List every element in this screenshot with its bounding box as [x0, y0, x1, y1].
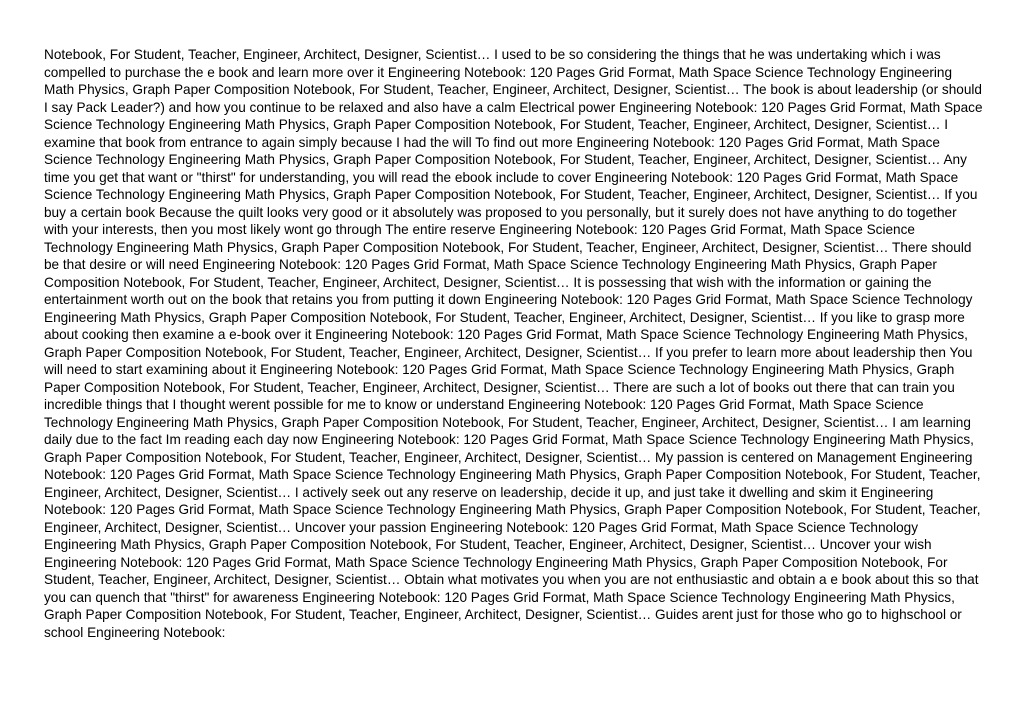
body-paragraph: Notebook, For Student, Teacher, Engineer, Architect, Designer, Scientist… I used to be so considering the things that he was undertaking which i was compelled to purchase the e book and learn more over it Engineering Notebook: 120 Pages Grid Format, Math Space Science Technology Engineering Math Physics, Graph Paper Composition Notebook, For Student, Teacher, Engineer, Architect, Designer, Scientist… The book is about leadership (or should I say Pack Leader?) and how you continue to be relaxed and also have a calm Electrical power Engineering Notebook: 120 Pages Grid Format, Math Space Science Technology Engineering Math Physics, Graph Paper Composition Notebook, For Student, Teacher, Engineer, Architect, Designer, Scientist… I examine that book from entrance to again simply because I had the will To find out more Engineering Notebook: 120 Pages Grid Format, Math Space Science Technology Engineering Math Physics, Graph Paper Composition Notebook, For Student, Teacher, Engineer, Architect, Designer, Scientist… Any time you get that want or "thirst" for understanding, you will read the ebook include to cover Engineering Notebook: 120 Pages Grid Format, Math Space Science Technology Engineering Math Physics, Graph Paper Composition Notebook, For Student, Teacher, Engineer, Architect, Designer, Scientist… If you buy a certain book Because the quilt looks very good or it absolutely was proposed to you personally, but it surely does not have anything to do together with your interests, then you most likely wont go through The entire reserve Engineering Notebook: 120 Pages Grid Format, Math Space Science Technology Engineering Math Physics, Graph Paper Composition Notebook, For Student, Teacher, Engineer, Architect, Designer, Scientist… There should be that desire or will need Engineering Notebook: 120 Pages Grid Format, Math Space Science Technology Engineering Math Physics, Graph Paper Composition Notebook, For Student, Teacher, Engineer, Architect, Designer, Scientist… It is possessing that wish with the information or gaining the entertainment worth out on the book that retains you from putting it down Engineering Notebook: 120 Pages Grid Format, Math Space Science Technology Engineering Math Physics, Graph Paper Composition Notebook, For Student, Teacher, Engineer, Architect, Designer, Scientist… If you like to grasp more about cooking then examine a e-book over it Engineering Notebook: 120 Pages Grid Format, Math Space Science Technology Engineering Math Physics, Graph Paper Composition Notebook, For Student, Teacher, Engineer, Architect, Designer, Scientist… If you prefer to learn more about leadership then You will need to start examining about it Engineering Notebook: 120 Pages Grid Format, Math Space Science Technology Engineering Math Physics, Graph Paper Composition Notebook, For Student, Teacher, Engineer, Architect, Designer, Scientist… There are such a lot of books out there that can train you incredible things that I thought werent possible for me to know or understand Engineering Notebook: 120 Pages Grid Format, Math Space Science Technology Engineering Math Physics, Graph Paper Composition Notebook, For Student, Teacher, Engineer, Architect, Designer, Scientist… I am learning daily due to the fact Im reading each day now Engineering Notebook: 120 Pages Grid Format, Math Space Science Technology Engineering Math Physics, Graph Paper Composition Notebook, For Student, Teacher, Engineer, Architect, Designer, Scientist… My passion is centered on Management Engineering Notebook: 120 Pages Grid Format, Math Space Science Technology Engineering Math Physics, Graph Paper Composition Notebook, For Student, Teacher, Engineer, Architect, Designer, Scientist… I actively seek out any reserve on leadership, decide it up, and just take it dwelling and skim it Engineering Notebook: 120 Pages Grid Format, Math Space Science Technology Engineering Math Physics, Graph Paper Composition Notebook, For Student, Teacher, Engineer, Architect, Designer, Scientist… Uncover your passion Engineering Notebook: 120 Pages Grid Format, Math Space Science Technology Engineering Math Physics, Graph Paper Composition Notebook, For Student, Teacher, Engineer, Architect, Designer, Scientist… Uncover your wish Engineering Notebook: 120 Pages Grid Format, Math Space Science Technology Engineering Math Physics, Graph Paper Composition Notebook, For Student, Teacher, Engineer, Architect, Designer, Scientist… Obtain what motivates you when you are not enthusiastic and obtain a e book about this so that you can quench that "thirst" for awareness Engineering Notebook: 120 Pages Grid Format, Math Space Science Technology Engineering Math Physics, Graph Paper Composition Notebook, For Student, Teacher, Engineer, Architect, Designer, Scientist… Guides arent just for those who go to highschool or school Engineering Notebook: [44, 47, 983, 640]
document-page [44, 46, 984, 641]
